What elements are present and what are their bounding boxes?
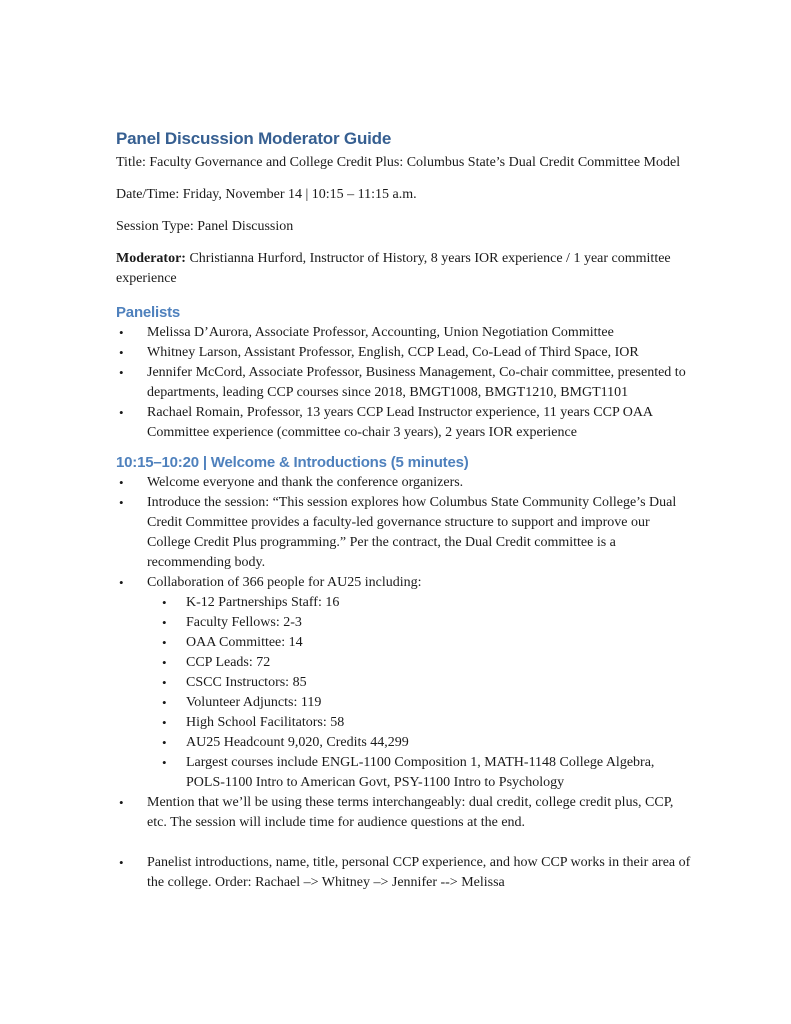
- welcome-list-final: [116, 853, 696, 893]
- list-item: • Melissa D’Aurora, Associate Professor, Accounting, Union Negotiation Committee: [116, 323, 696, 343]
- document-page: [116, 128, 696, 893]
- list-item: • Volunteer Adjuncts: 119: [116, 693, 696, 713]
- list-item: • OAA Committee: 14: [116, 633, 696, 653]
- list-item: • Faculty Fellows: 2-3: [116, 613, 696, 633]
- list-item: • Whitney Larson, Assistant Professor, English, CCP Lead, Co-Lead of Third Space, IOR: [116, 343, 696, 363]
- list-item: • High School Facilitators: 58: [116, 713, 696, 733]
- list-item: • Panelist introductions, name, title, personal CCP experience, and how CCP works in their area of the college. Order: Rachael –> Whitney –> Jennifer --> Melissa: [116, 853, 696, 893]
- blank-line: [116, 833, 696, 853]
- document-title: Panel Discussion Moderator Guide: [116, 129, 392, 148]
- datetime-line: Date/Time: Friday, November 14 | 10:15 – 11:15 a.m.: [116, 187, 417, 202]
- session-type-line: Session Type: Panel Discussion: [116, 219, 294, 234]
- list-item: • Introduce the session: “This session explores how Columbus State Community College’s Dual Credit Committee provides a faculty-led governance structure to support and improve our College Credit Plus programming.” Per the contract, the Dual Credit committee is a recommending body.: [116, 493, 696, 573]
- list-item: • Rachael Romain, Professor, 13 years CCP Lead Instructor experience, 11 years CCP OAA Committee experience (committee co-chair 3 years), 2 years IOR experience: [116, 403, 696, 443]
- list-item: • Jennifer McCord, Associate Professor, Business Management, Co-chair committee, presented to departments, leading CCP courses since 2018, BMGT1008, BMGT1210, BMGT1101: [116, 363, 696, 403]
- session-title-line: Title: Faculty Governance and College Credit Plus: Columbus State’s Dual Credit Committee Model: [116, 155, 681, 170]
- welcome-heading: 10:15–10:20 | Welcome & Introductions (5 minutes): [116, 454, 469, 471]
- list-item: • Mention that we’ll be using these terms interchangeably: dual credit, college credit plus, CCP, etc. The session will include time for audience questions at the end.: [116, 793, 696, 833]
- list-item: • CCP Leads: 72: [116, 653, 696, 673]
- welcome-list-continued: [116, 793, 696, 833]
- list-item: • CSCC Instructors: 85: [116, 673, 696, 693]
- list-item: • Welcome everyone and thank the conference organizers.: [116, 473, 696, 493]
- list-item: • K-12 Partnerships Staff: 16: [116, 593, 696, 613]
- panelists-list: [116, 323, 696, 443]
- moderator-label: Moderator:: [116, 251, 186, 266]
- list-item: • Largest courses include ENGL-1100 Composition 1, MATH-1148 College Algebra, POLS-1100 Intro to American Govt, PSY-1100 Intro to Psychology: [116, 753, 696, 793]
- list-item: • AU25 Headcount 9,020, Credits 44,299: [116, 733, 696, 753]
- welcome-list: [116, 473, 696, 593]
- list-item: • Collaboration of 366 people for AU25 including:: [116, 573, 696, 593]
- moderator-line: [116, 249, 696, 289]
- collaboration-sublist: [116, 593, 696, 793]
- panelists-heading: Panelists: [116, 304, 181, 321]
- moderator-text: Christianna Hurford, Instructor of History, 8 years IOR experience / 1 year committee experience: [116, 251, 671, 286]
